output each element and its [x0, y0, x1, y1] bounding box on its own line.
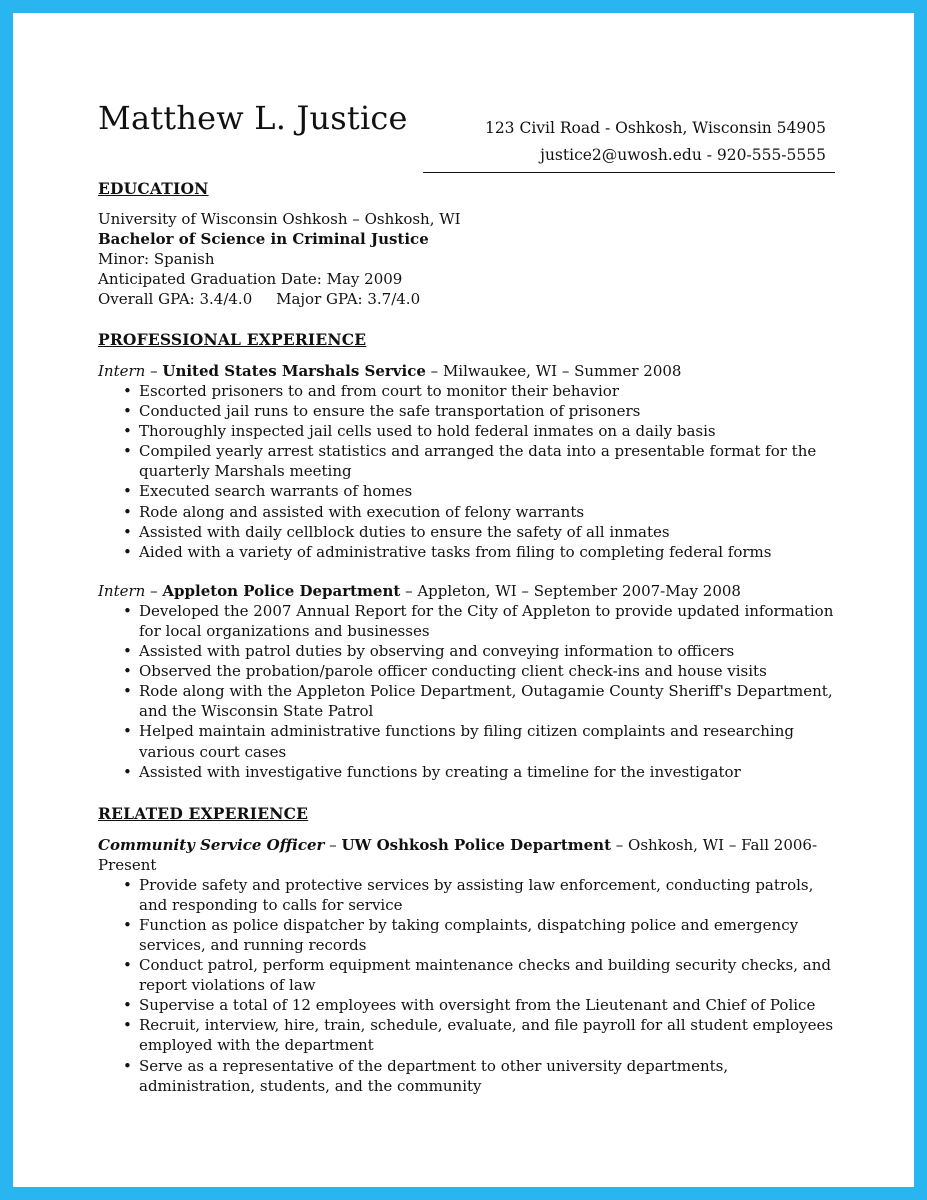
job-bullets — [98, 601, 838, 782]
job-bullets — [98, 381, 838, 562]
bullet-icon: • — [123, 522, 132, 541]
applicant-name: Matthew L. Justice — [98, 99, 408, 137]
job-employer: Appleton Police Department — [162, 581, 401, 600]
contact-info — [485, 115, 826, 169]
job-title: Community Service Officer — [98, 835, 325, 854]
related-jobs — [98, 835, 838, 1096]
list-item — [98, 955, 838, 995]
list-item — [98, 502, 838, 522]
job-details: – Milwaukee, WI – Summer 2008 — [425, 362, 682, 380]
list-item — [98, 401, 838, 421]
bullet-text: Assisted with investigative functions by creating a timeline for the investigator — [139, 762, 741, 781]
professional-jobs — [98, 361, 838, 801]
list-item — [98, 522, 838, 542]
job-header — [98, 835, 838, 875]
spacer — [98, 562, 838, 581]
list-item — [98, 381, 838, 401]
graduation-line: Anticipated Graduation Date: May 2009 — [98, 270, 403, 288]
job-separator: – — [145, 362, 163, 380]
list-item — [98, 1015, 838, 1055]
list-item — [98, 721, 838, 761]
email-phone-line: justice2@uwosh.edu - 920-555-5555 — [540, 146, 826, 164]
job-header — [98, 361, 838, 381]
education-heading: EDUCATION — [98, 179, 209, 198]
spacer — [98, 782, 838, 801]
resume-page — [13, 13, 914, 1187]
bullet-text: Provide safety and protective services by assisting law enforcement, conducting patrols, and responding to calls for service — [139, 875, 814, 914]
bullet-icon: • — [123, 662, 132, 681]
bullet-icon: • — [123, 502, 132, 521]
bullet-text: Compiled yearly arrest statistics and arranged the data into a presentable format for the quarterly Marshals meeting — [139, 442, 817, 481]
bullet-text: Helped maintain administrative functions by filing citizen complaints and researching various court cases — [139, 722, 794, 761]
header-divider — [423, 172, 835, 173]
bullet-text: Assisted with patrol duties by observing and conveying information to officers — [139, 642, 735, 661]
professional-heading: PROFESSIONAL EXPERIENCE — [98, 330, 367, 349]
bullet-text: Rode along with the Appleton Police Department, Outagamie County Sheriff's Department, and the Wisconsin State Patrol — [139, 682, 833, 721]
bullet-text: Observed the probation/parole officer conducting client check-ins and house visits — [139, 662, 767, 681]
address-line: 123 Civil Road - Oshkosh, Wisconsin 54905 — [484, 119, 826, 137]
bullet-text: Escorted prisoners to and from court to monitor their behavior — [139, 382, 619, 400]
bullet-text: Assisted with daily cellblock duties to ensure the safety of all inmates — [139, 522, 670, 541]
bullet-text: Thoroughly inspected jail cells used to hold federal inmates on a daily basis — [139, 422, 716, 441]
bullet-icon: • — [123, 875, 132, 894]
job-employer: United States Marshals Service — [162, 362, 426, 380]
job-details: – Appleton, WI – September 2007-May 2008 — [400, 581, 741, 600]
bullet-icon: • — [123, 442, 132, 461]
bullet-text: Recruit, interview, hire, train, schedule, evaluate, and file payroll for all student employees employed with the department — [139, 1016, 834, 1055]
degree-line: Bachelor of Science in Criminal Justice — [98, 230, 429, 248]
bullet-text: Conducted jail runs to ensure the safe transportation of prisoners — [139, 402, 641, 421]
gpa-line: Overall GPA: 3.4/4.0 Major GPA: 3.7/4.0 — [98, 290, 421, 308]
bullet-icon: • — [123, 482, 132, 501]
job-employer: UW Oshkosh Police Department — [341, 835, 612, 854]
related-heading: RELATED EXPERIENCE — [98, 803, 309, 823]
list-item — [98, 481, 838, 501]
list-item — [98, 542, 838, 562]
bullet-icon: • — [123, 915, 132, 934]
bullet-text: Serve as a representative of the department to other university departments, administration, students, and the community — [139, 1056, 729, 1095]
bullet-icon: • — [123, 542, 132, 561]
list-item — [98, 641, 838, 661]
bullet-text: Function as police dispatcher by taking complaints, dispatching police and emergency services, and running records — [139, 915, 799, 954]
bullet-text: Conduct patrol, perform equipment maintenance checks and building security checks, and report violations of law — [139, 956, 831, 995]
bullet-text: Developed the 2007 Annual Report for the City of Appleton to provide updated information for local organizations and businesses — [139, 601, 834, 640]
bullet-text: Executed search warrants of homes — [139, 482, 413, 501]
bullet-icon: • — [123, 382, 132, 400]
bullet-text: Supervise a total of 12 employees with oversight from the Lieutenant and Chief of Police — [139, 996, 816, 1015]
minor-line: Minor: Spanish — [98, 250, 215, 268]
bullet-icon: • — [123, 642, 132, 661]
bullet-icon: • — [123, 722, 132, 741]
list-item — [98, 995, 838, 1015]
bullet-text: Rode along and assisted with execution of felony warrants — [139, 502, 585, 521]
job-header — [98, 581, 838, 601]
bullet-icon: • — [123, 402, 132, 421]
bullet-icon: • — [123, 422, 132, 441]
bullet-icon: • — [123, 996, 132, 1015]
list-item — [98, 421, 838, 441]
list-item — [98, 601, 838, 641]
bullet-icon: • — [123, 762, 132, 781]
job-details: – Oshkosh, WI – Fall 2006-Present — [98, 835, 818, 874]
bullet-icon: • — [123, 1016, 132, 1035]
list-item — [98, 915, 838, 955]
bullet-text: Aided with a variety of administrative tasks from filing to completing federal forms — [139, 542, 772, 561]
job-separator: – — [145, 581, 163, 600]
list-item — [98, 661, 838, 681]
job-separator: – — [324, 835, 342, 854]
list-item — [98, 681, 838, 721]
school-line: University of Wisconsin Oshkosh – Oshkosh, WI — [98, 210, 461, 228]
bullet-icon: • — [123, 601, 132, 620]
job-bullets — [98, 875, 838, 1096]
list-item — [98, 875, 838, 915]
job-title: Intern — [98, 581, 146, 600]
bullet-icon: • — [123, 682, 132, 701]
list-item — [98, 441, 838, 481]
list-item — [98, 1056, 838, 1096]
bullet-icon: • — [123, 1056, 132, 1075]
bullet-icon: • — [123, 956, 132, 975]
list-item — [98, 762, 838, 782]
job-title: Intern — [98, 362, 146, 380]
resume-body — [98, 179, 838, 1096]
